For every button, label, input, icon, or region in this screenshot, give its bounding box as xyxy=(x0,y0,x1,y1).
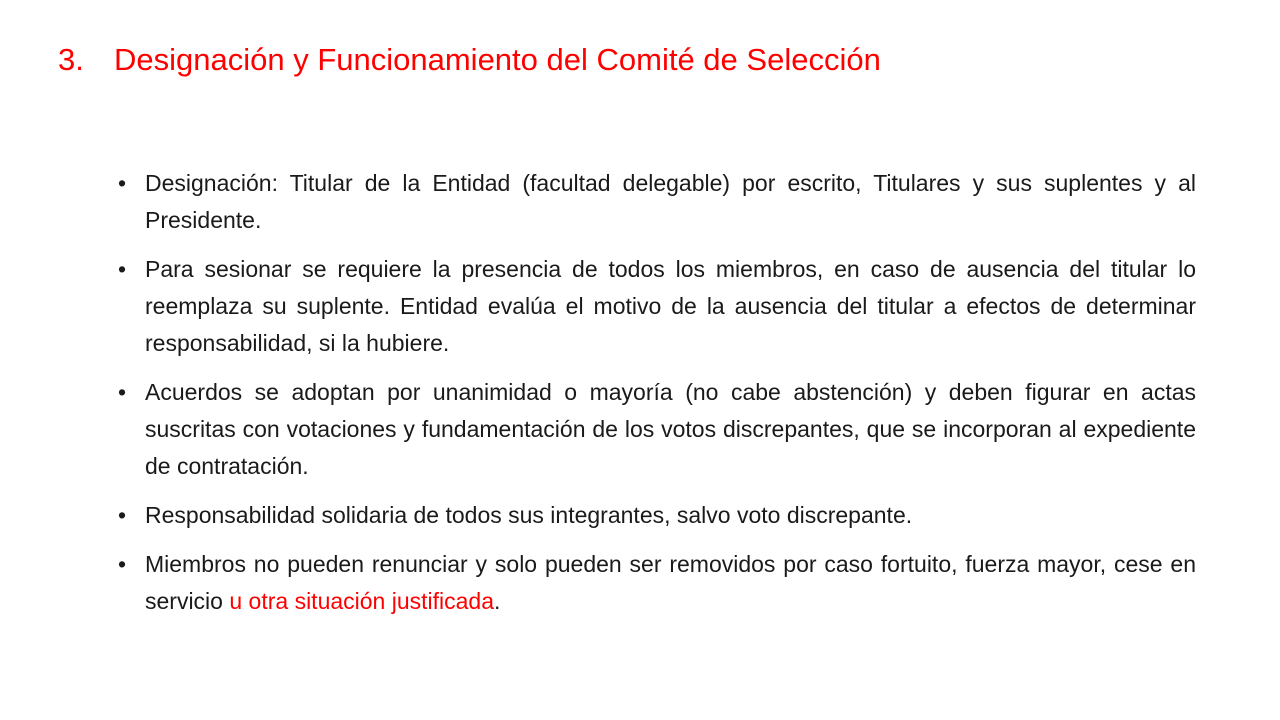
bullet-dot-icon: • xyxy=(118,170,127,196)
bullet-item-agreements xyxy=(118,374,1196,485)
title-text: Designación y Funcionamiento del Comité de Selección xyxy=(114,42,881,77)
bullet-text-highlight: u otra situación justificada xyxy=(229,588,495,614)
bullet-item-session xyxy=(118,251,1196,362)
slide-title xyxy=(58,38,1238,82)
bullet-list xyxy=(118,165,1196,632)
bullet-dot-icon: • xyxy=(118,379,127,405)
bullet-text: Responsabilidad solidaria de todos sus integrantes, salvo voto discrepante. xyxy=(145,502,913,528)
bullet-text-before: Miembros no pueden renunciar y solo pueden ser removidos por caso fortuito, fuerza mayor, cese en servicio xyxy=(145,551,1196,614)
bullet-dot-icon: • xyxy=(118,502,127,528)
title-number: 3. xyxy=(58,42,84,77)
bullet-text: Para sesionar se requiere la presencia de todos los miembros, en caso de ausencia del titular lo reemplaza su suplente. Entidad evalúa el motivo de la ausencia del titular a efectos de determinar responsabilidad, si la hubiere. xyxy=(145,256,1196,356)
bullet-item-members xyxy=(118,546,1196,620)
bullet-text: Acuerdos se adoptan por unanimidad o mayoría (no cabe abstención) y deben figurar en actas suscritas con votaciones y fundamentación de los votos discrepantes, que se incorporan al expediente de contratación. xyxy=(145,379,1196,479)
bullet-item-designation xyxy=(118,165,1196,239)
bullet-dot-icon: • xyxy=(118,256,127,282)
bullet-text: Designación: Titular de la Entidad (facultad delegable) por escrito, Titulares y sus suplentes y al Presidente. xyxy=(145,170,1196,233)
bullet-item-liability xyxy=(118,497,1196,534)
bullet-text-after: . xyxy=(494,588,501,614)
bullet-dot-icon: • xyxy=(118,551,127,577)
